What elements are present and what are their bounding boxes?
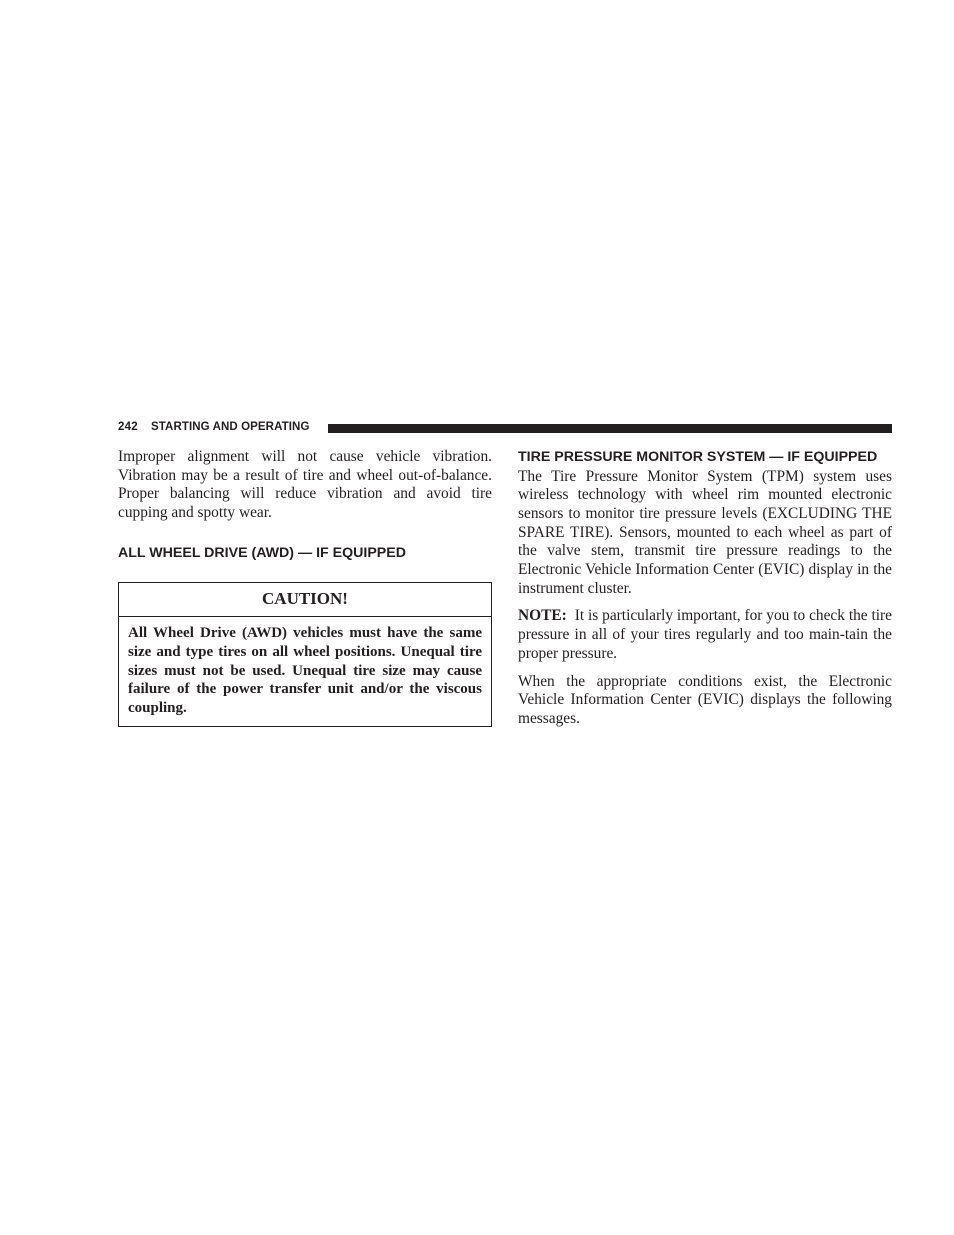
note-text: It is particularly important, for you to check the tire pressure in all of your tires regularly and too main-tain the proper pressure. [518, 607, 892, 662]
tpm-heading: TIRE PRESSURE MONITOR SYSTEM — IF EQUIPPED [518, 449, 878, 465]
page-number: 242 [118, 421, 138, 433]
section-title: STARTING AND OPERATING [151, 421, 310, 433]
awd-heading: ALL WHEEL DRIVE (AWD) — IF EQUIPPED [118, 544, 406, 561]
alignment-paragraph: Improper alignment will not cause vehicle vibration. Vibration may be a result of tire and wheel out-of-balance. Proper balancing will reduce vibration and avoid tire cupping and spotty wear. [118, 448, 492, 522]
caution-title: CAUTION! [119, 583, 491, 617]
caution-box [118, 582, 492, 727]
right-column [518, 448, 892, 729]
caution-text: All Wheel Drive (AWD) vehicles must have the same size and type tires on all wheel positions. Unequal tire sizes must not be used. Unequal tire size may cause failure of the power transfer unit and/or the viscous coupling. [128, 625, 482, 716]
note-paragraph [518, 607, 892, 663]
header-rule [328, 424, 892, 433]
note-label: NOTE: [518, 607, 567, 625]
page-header [118, 419, 892, 437]
evic-paragraph: When the appropriate conditions exist, the Electronic Vehicle Information Center (EVIC) displays the following messages. [518, 672, 892, 727]
tpm-paragraph: The Tire Pressure Monitor System (TPM) system uses wireless technology with wheel rim mounted electronic sensors to monitor tire pressure levels (EXCLUDING THE SPARE TIRE). Sensors, mounted to each wheel as part of the valve stem, transmit tire pressure readings to the Electronic Vehicle Information Center (EVIC) display in the instrument cluster. [518, 467, 892, 597]
left-column [118, 448, 492, 727]
